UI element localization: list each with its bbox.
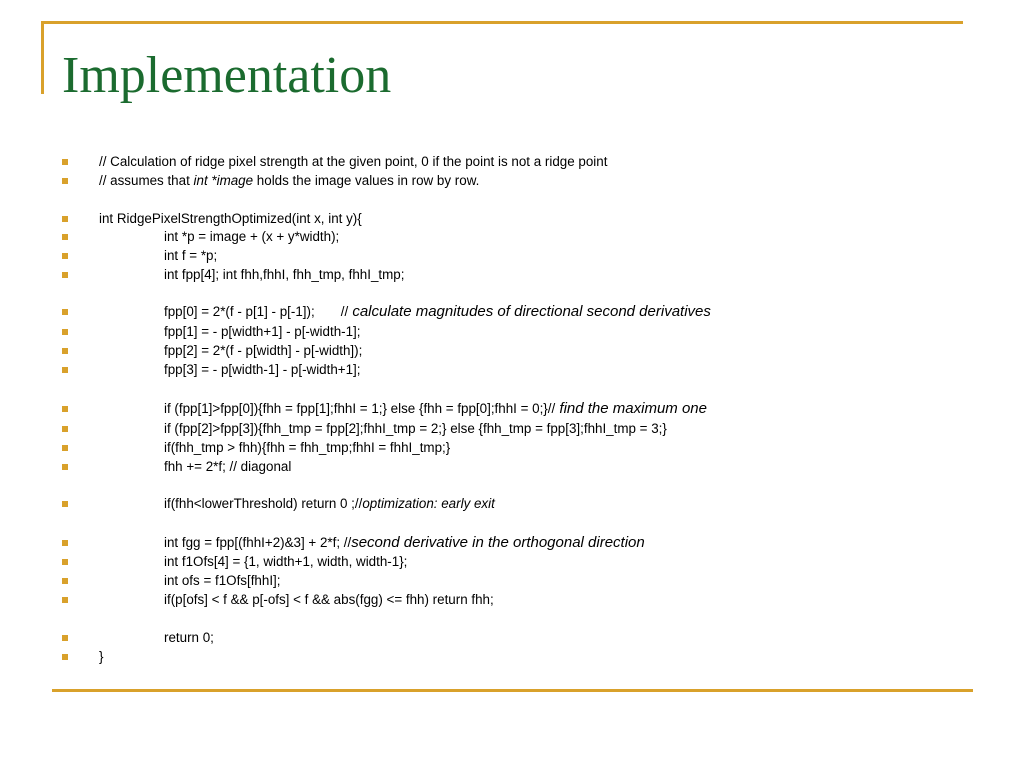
bullet-marker bbox=[62, 348, 68, 354]
code-line: int f1Ofs[4] = {1, width+1, width, width-1}; bbox=[164, 554, 408, 569]
bullet-marker bbox=[62, 578, 68, 584]
code-line: fpp[2] = 2*(f - p[width] - p[-width]); bbox=[164, 343, 363, 358]
function-signature: int RidgePixelStrengthOptimized(int x, int y){ bbox=[99, 211, 362, 226]
comment-text: second derivative in the orthogonal direction bbox=[351, 534, 645, 551]
bullet-marker bbox=[62, 159, 68, 165]
bullet-marker bbox=[62, 445, 68, 451]
bullet-marker bbox=[62, 272, 68, 278]
bullet-marker bbox=[62, 464, 68, 470]
bullet-marker bbox=[62, 635, 68, 641]
code-line bbox=[164, 303, 711, 321]
intro-line-1: // Calculation of ridge pixel strength at the given point, 0 if the point is not a ridge point bbox=[99, 154, 608, 169]
comment bbox=[548, 400, 707, 418]
bullet-marker bbox=[62, 501, 68, 507]
closing-brace: } bbox=[99, 649, 104, 664]
code-line: int fpp[4]; int fhh,fhhI, fhh_tmp, fhhI_tmp; bbox=[164, 267, 405, 282]
bullet-marker bbox=[62, 406, 68, 412]
comment-text: calculate magnitudes of directional second derivatives bbox=[348, 303, 711, 320]
code-line: fpp[3] = - p[width-1] - p[-width+1]; bbox=[164, 362, 361, 377]
intro-line-2-suffix: holds the image values in row by row. bbox=[253, 173, 480, 188]
code-text: int fgg = fpp[(fhhI+2)&3] + 2*f; // bbox=[164, 535, 352, 550]
bullet-marker bbox=[62, 309, 68, 315]
code-line bbox=[164, 534, 645, 552]
code-line: int ofs = f1Ofs[fhhI]; bbox=[164, 573, 281, 588]
intro-line-2 bbox=[99, 172, 479, 190]
code-line: int f = *p; bbox=[164, 248, 218, 263]
bullet-marker bbox=[62, 654, 68, 660]
bullet-marker bbox=[62, 178, 68, 184]
comment-mark: // bbox=[340, 304, 349, 319]
code-line: if (fpp[2]>fpp[3]){fhh_tmp = fpp[2];fhhI_tmp = 2;} else {fhh_tmp = fpp[3];fhhI_tmp = 3;} bbox=[164, 421, 667, 436]
bullet-marker bbox=[62, 426, 68, 432]
code-line: fpp[1] = - p[width+1] - p[-width-1]; bbox=[164, 324, 361, 339]
bullet-marker bbox=[62, 253, 68, 259]
bullet-marker bbox=[62, 216, 68, 222]
code-line: if(p[ofs] < f && p[-ofs] < f && abs(fgg) <= fhh) return fhh; bbox=[164, 592, 494, 607]
code-line: return 0; bbox=[164, 630, 214, 645]
bullet-marker bbox=[62, 329, 68, 335]
code-line: fhh += 2*f; // diagonal bbox=[164, 459, 292, 474]
code-line: int *p = image + (x + y*width); bbox=[164, 229, 340, 244]
bullet-marker bbox=[62, 367, 68, 373]
code-line bbox=[164, 495, 495, 513]
code-text: if (fpp[1]>fpp[0]){fhh = fpp[1];fhhI = 1;} else {fhh = fpp[0];fhhI = 0;} bbox=[164, 401, 548, 416]
intro-line-2-italic: int *image bbox=[193, 173, 254, 188]
bullet-marker bbox=[62, 540, 68, 546]
bullet-marker bbox=[62, 234, 68, 240]
bullet-marker bbox=[62, 559, 68, 565]
code-line: if(fhh_tmp > fhh){fhh = fhh_tmp;fhhI = fhhI_tmp;} bbox=[164, 440, 451, 455]
code-line bbox=[164, 400, 707, 418]
comment bbox=[341, 303, 711, 321]
bullet-marker bbox=[62, 597, 68, 603]
slide-title: Implementation bbox=[62, 47, 392, 104]
comment-mark: // bbox=[547, 401, 556, 416]
code-text: fpp[0] = 2*(f - p[1] - p[-1]); bbox=[164, 304, 315, 319]
code-text: if(fhh<lowerThreshold) return 0 ;// bbox=[164, 496, 363, 511]
comment-text: optimization: early exit bbox=[362, 496, 495, 511]
intro-line-2-prefix: // assumes that bbox=[99, 173, 194, 188]
comment-text: find the maximum one bbox=[555, 400, 707, 417]
